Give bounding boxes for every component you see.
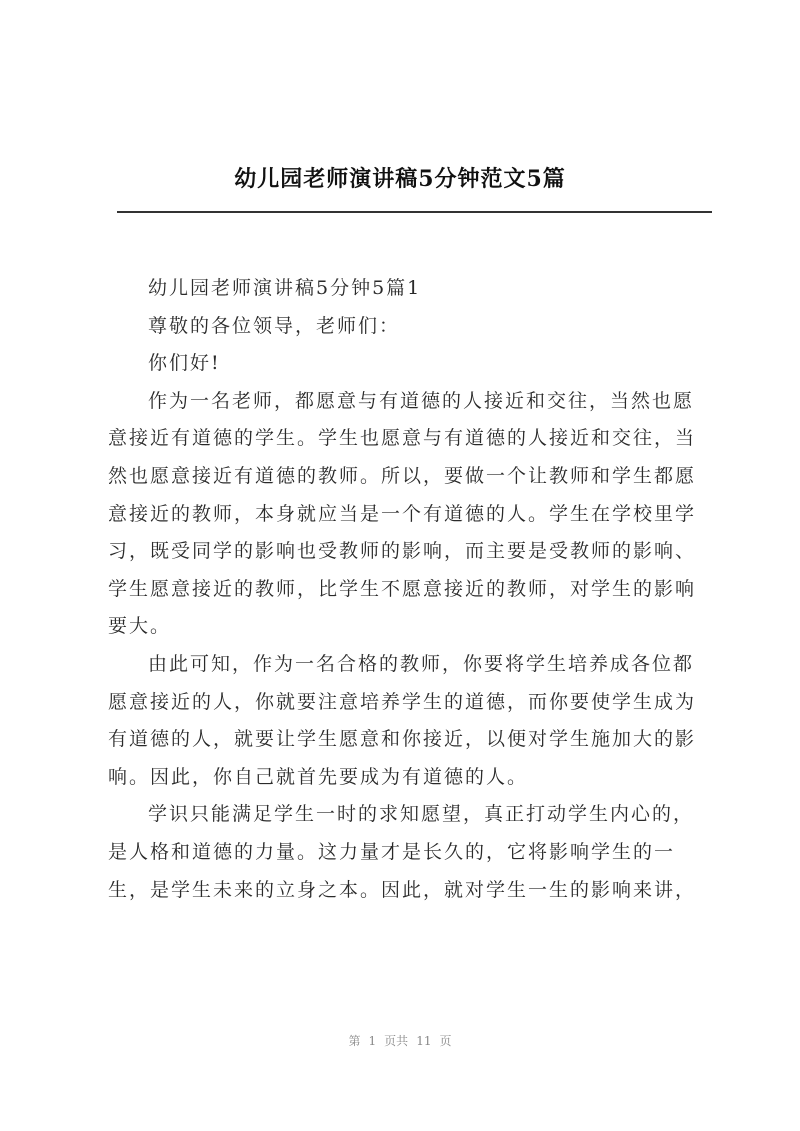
paragraph-line: 意接近有道德的学生。学生也愿意与有道德的人接近和交往，当 <box>108 427 697 450</box>
document-body <box>108 270 718 909</box>
paragraph <box>108 796 718 909</box>
paragraph-line: 愿意接近的人，你就要注意培养学生的道德，而你要使学生成为 <box>108 690 697 713</box>
paragraph-line: 习，既受同学的影响也受教师的影响，而主要是受教师的影响、 <box>108 540 697 563</box>
paragraph-line: 有道德的人，就要让学生愿意和你接近，以便对学生施加大的影 <box>108 728 697 751</box>
footer-page: 1 <box>368 1034 377 1048</box>
paragraph-line: 意接近的教师，本身就应当是一个有道德的人。学生在学校里学 <box>108 502 697 525</box>
hello: 你们好! <box>148 352 221 375</box>
title-divider <box>117 211 712 213</box>
paragraph <box>108 383 718 646</box>
document-title: 幼儿园老师演讲稿5分钟范文5篇 <box>234 166 566 192</box>
footer-middle: 页共 <box>384 1034 409 1048</box>
paragraph-line: 学生愿意接近的教师，比学生不愿意接近的教师，对学生的影响 <box>108 577 697 600</box>
paragraph-line: 然也愿意接近有道德的教师。所以，要做一个让教师和学生都愿 <box>108 464 697 487</box>
greeting: 尊敬的各位领导，老师们： <box>148 314 401 337</box>
footer-prefix: 第 <box>348 1034 361 1048</box>
paragraph <box>108 646 718 796</box>
paragraph-line: 生，是学生未来的立身之本。因此，就对学生一生的影响来讲， <box>108 878 697 901</box>
paragraph-line: 由此可知，作为一名合格的教师，你要将学生培养成各位都 <box>148 652 695 675</box>
paragraph-line: 响。因此，你自己就首先要成为有道德的人。 <box>108 765 529 788</box>
page-footer <box>0 1032 800 1049</box>
paragraph-line: 要大。 <box>108 615 172 638</box>
paragraph-line: 是人格和道德的力量。这力量才是长久的，它将影响学生的一 <box>108 840 676 863</box>
paragraph-line: 作为一名老师，都愿意与有道德的人接近和交往，当然也愿 <box>148 389 695 412</box>
footer-total: 11 <box>416 1034 432 1048</box>
section-heading: 幼儿园老师演讲稿5分钟5篇1 <box>148 277 422 299</box>
paragraph-line: 学识只能满足学生一时的求知愿望，真正打动学生内心的， <box>148 803 695 826</box>
footer-suffix: 页 <box>439 1034 452 1048</box>
